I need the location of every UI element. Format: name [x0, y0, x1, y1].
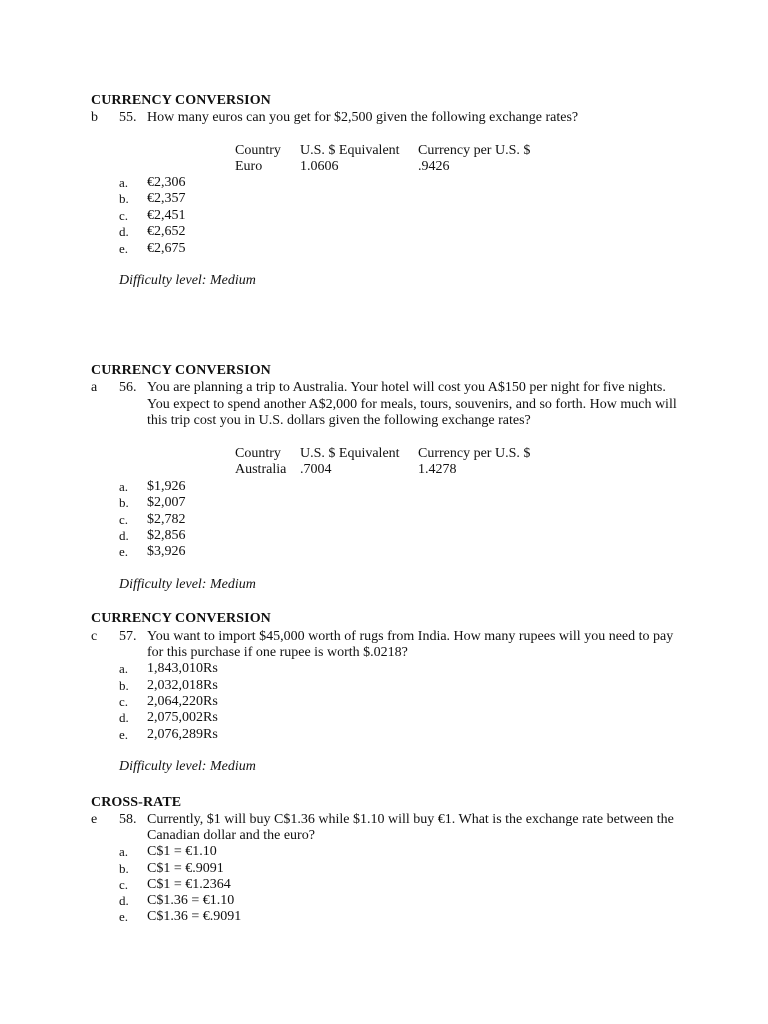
- option-text: C$1.36 = €1.10: [147, 893, 235, 908]
- question-number: 57.: [119, 629, 137, 644]
- answer-key: a: [91, 380, 98, 395]
- question-text: this trip cost you in U.S. dollars given the following exchange rates?: [147, 413, 531, 428]
- option-letter: b.: [119, 191, 129, 206]
- question-text: You want to import $45,000 worth of rugs from India. How many rupees will you need to pay: [147, 629, 674, 644]
- option-text: C$1 = €1.10: [147, 844, 217, 859]
- option-text: C$1.36 = €.9091: [147, 909, 242, 924]
- option-text: 2,064,220Rs: [147, 694, 218, 709]
- option-text: $1,926: [147, 479, 186, 494]
- option-letter: d.: [119, 528, 129, 543]
- question-text: Currently, $1 will buy C$1.36 while $1.10 will buy €1. What is the exchange rate between the: [147, 812, 674, 827]
- option-text: 2,076,289Rs: [147, 727, 218, 742]
- option-letter: e.: [119, 909, 129, 924]
- option-text: 2,032,018Rs: [147, 678, 218, 693]
- option-letter: c.: [119, 208, 129, 223]
- topic-heading: CURRENCY CONVERSION: [91, 93, 271, 108]
- table-header-country: Country: [235, 446, 281, 461]
- option-letter: c.: [119, 877, 129, 892]
- option-letter: b.: [119, 495, 129, 510]
- table-header-usd-equivalent: U.S. $ Equivalent: [300, 446, 400, 461]
- option-text: €2,306: [147, 175, 186, 190]
- option-text: €2,652: [147, 224, 186, 239]
- option-text: C$1 = €1.2364: [147, 877, 231, 892]
- option-letter: e.: [119, 544, 129, 559]
- table-header-country: Country: [235, 143, 281, 158]
- option-letter: a.: [119, 175, 129, 190]
- question-number: 56.: [119, 380, 137, 395]
- difficulty-level: Difficulty level: Medium: [119, 577, 256, 592]
- question-number: 55.: [119, 110, 137, 125]
- answer-key: c: [91, 629, 98, 644]
- option-text: $2,856: [147, 528, 186, 543]
- table-header-currency-per-usd: Currency per U.S. $: [418, 446, 531, 461]
- option-letter: b.: [119, 678, 129, 693]
- question-text: You expect to spend another A$2,000 for meals, tours, souvenirs, and so forth. How much will: [147, 397, 677, 412]
- table-cell-usd-equivalent: .7004: [300, 462, 332, 477]
- option-letter: c.: [119, 694, 129, 709]
- question-text: for this purchase if one rupee is worth $.0218?: [147, 645, 408, 660]
- option-letter: d.: [119, 224, 129, 239]
- option-text: €2,451: [147, 208, 186, 223]
- topic-heading: CURRENCY CONVERSION: [91, 363, 271, 378]
- option-letter: d.: [119, 893, 129, 908]
- topic-heading: CROSS-RATE: [91, 795, 182, 810]
- option-letter: e.: [119, 727, 129, 742]
- table-cell-country: Euro: [235, 159, 263, 174]
- option-letter: a.: [119, 479, 129, 494]
- option-letter: c.: [119, 512, 129, 527]
- answer-key: b: [91, 110, 98, 125]
- difficulty-level: Difficulty level: Medium: [119, 759, 256, 774]
- option-text: C$1 = €.9091: [147, 861, 224, 876]
- table-cell-usd-equivalent: 1.0606: [300, 159, 339, 174]
- question-text: How many euros can you get for $2,500 given the following exchange rates?: [147, 110, 579, 125]
- option-text: €2,357: [147, 191, 186, 206]
- option-text: $2,782: [147, 512, 186, 527]
- answer-key: e: [91, 812, 98, 827]
- option-text: 2,075,002Rs: [147, 710, 218, 725]
- table-cell-country: Australia: [235, 462, 287, 477]
- option-text: €2,675: [147, 241, 186, 256]
- option-text: $3,926: [147, 544, 186, 559]
- option-letter: a.: [119, 661, 129, 676]
- question-number: 58.: [119, 812, 137, 827]
- table-header-usd-equivalent: U.S. $ Equivalent: [300, 143, 400, 158]
- table-header-currency-per-usd: Currency per U.S. $: [418, 143, 531, 158]
- option-text: $2,007: [147, 495, 186, 510]
- table-cell-currency-per-usd: 1.4278: [418, 462, 457, 477]
- difficulty-level: Difficulty level: Medium: [119, 273, 256, 288]
- option-text: 1,843,010Rs: [147, 661, 218, 676]
- topic-heading: CURRENCY CONVERSION: [91, 611, 271, 626]
- option-letter: a.: [119, 844, 129, 859]
- question-text: Canadian dollar and the euro?: [147, 828, 315, 843]
- table-cell-currency-per-usd: .9426: [418, 159, 450, 174]
- option-letter: b.: [119, 861, 129, 876]
- option-letter: e.: [119, 241, 129, 256]
- question-text: You are planning a trip to Australia. Your hotel will cost you A$150 per night for five nights.: [147, 380, 666, 395]
- option-letter: d.: [119, 710, 129, 725]
